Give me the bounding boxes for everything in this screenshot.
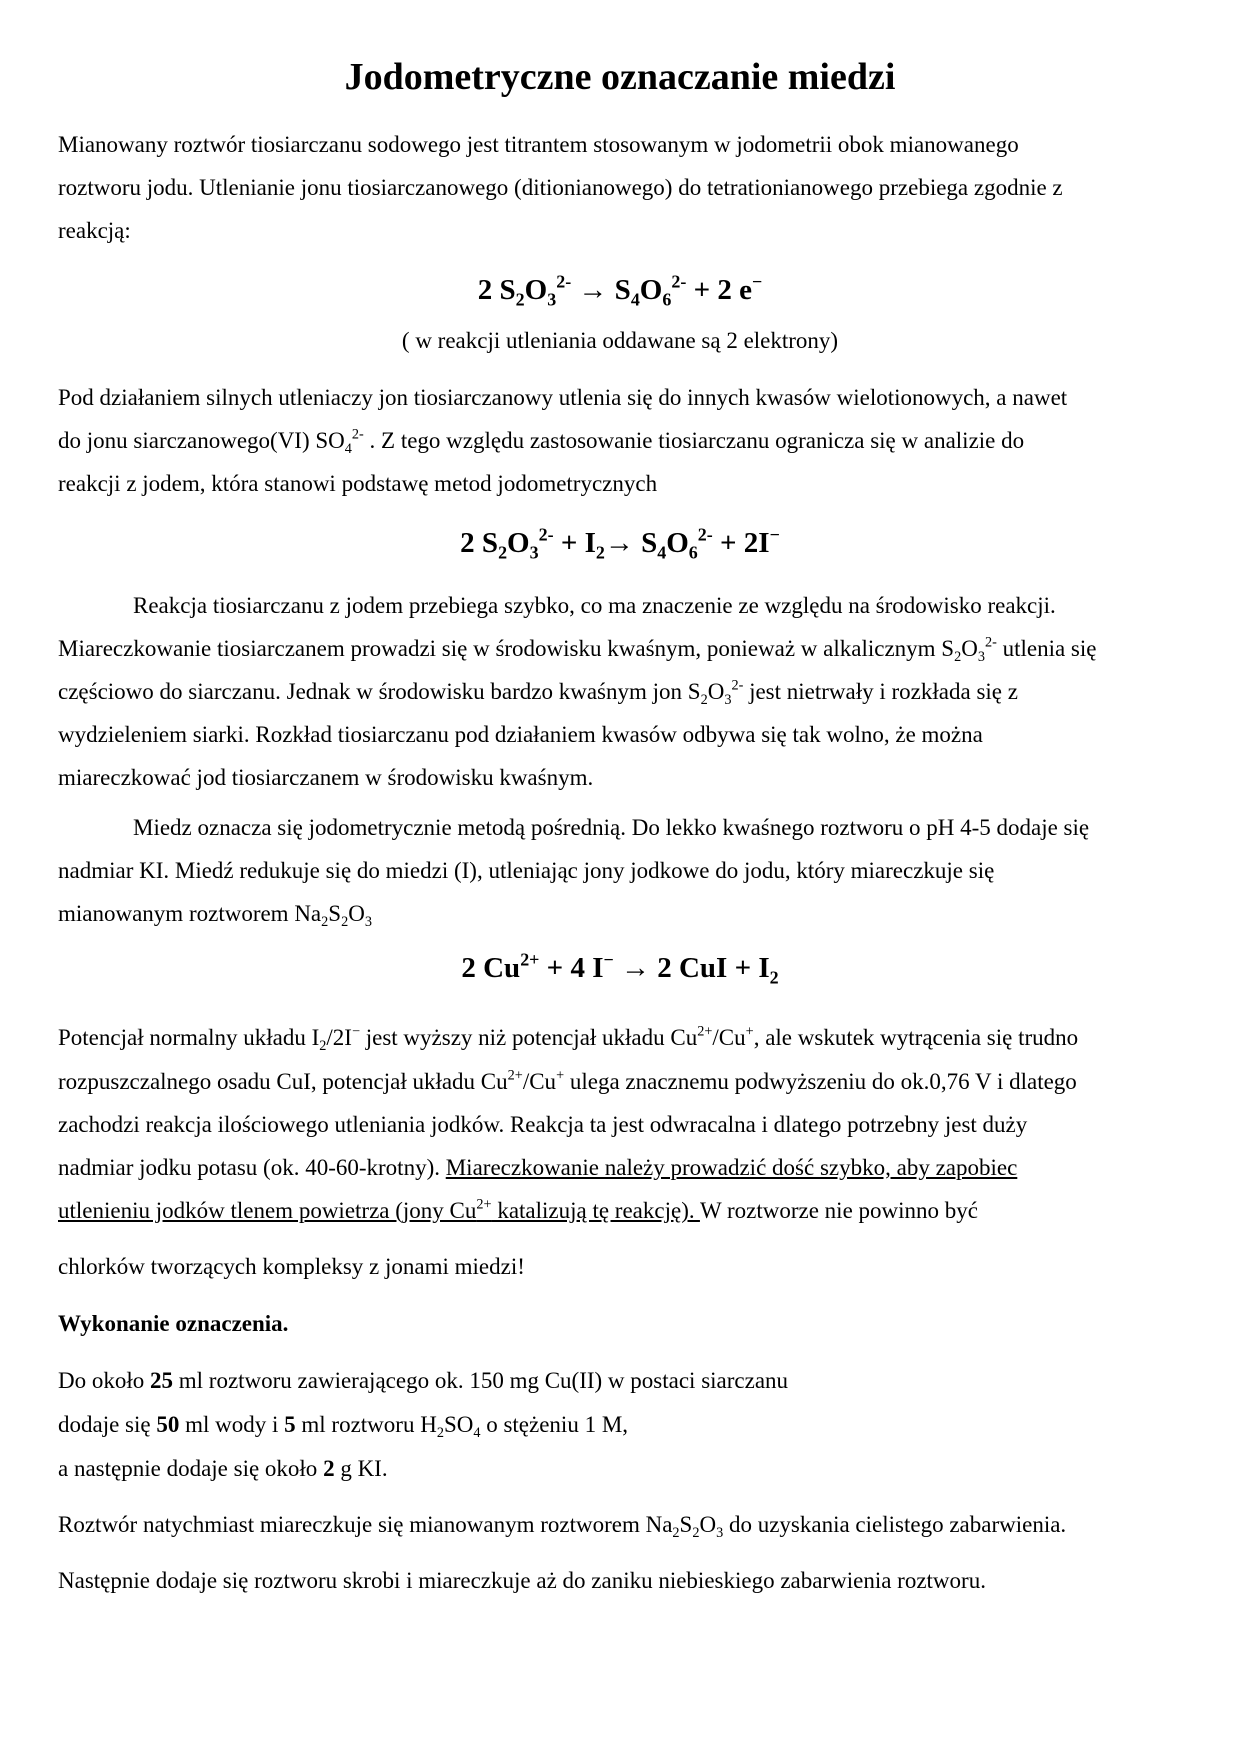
para4-line-1: Miedz oznacza się jodometrycznie metodą pośrednią. Do lekko kwaśnego roztworu o pH 4-5 dodaje się [133,815,1090,840]
para3-line-3: częściowo do siarczanu. Jednak w środowisku bardzo kwaśnym jon $S_2O_3^{2-}$ jest nietrwały i rozkłada się z [58,677,1018,708]
procedure-line-2: dodaje się 50 ml wody i 5 ml roztworu $H_2SO_4$ o stężeniu 1 M, [58,1412,629,1441]
para2-line-1: Pod działaniem silnych utleniaczy jon tiosiarczanowy utlenia się do innych kwasów wielotionowych, a nawet [58,385,1068,410]
para3-line-2: Miareczkowanie tiosiarczanem prowadzi się w środowisku kwaśnym, ponieważ w alkalicznym $S_2O_3^{2-}$ utlenia się [58,634,1097,665]
para5-line-2: rozpuszczalnego osadu CuI, potencjał układu $Cu^{2+}/Cu^+$ ulega znacznemu podwyższeniu do ok.0,76 V i dlatego [58,1067,1077,1094]
intro-line-3: reakcją: [58,218,131,243]
procedure-line-3: a następnie dodaje się około 2 g KI. [58,1456,388,1481]
para5-line-5: utlenieniu jodków tlenem powietrza (jony $Cu^{2+}$ katalizują tę reakcję). W roztworze nie powinno być [58,1196,978,1223]
equation-3: 2 $Cu^{2+} + 4$ I− → 2 CuI + $I_2$ [461,949,779,988]
para3-line-1: Reakcja tiosiarczanu z jodem przebiega szybko, co ma znaczenie ze względu na środowisko reakcji. [133,593,1056,618]
equation-2: 2 $S_2O_3^{2-} + I_2\to S_4O_6^{2-} + 2I^-$ [460,524,780,563]
para5-line-1: Potencjał normalny układu $I_2/2I^-$ jest wyższy niż potencjał układu $Cu^{2+}/Cu^+$, ale wskutek wytrącenia się trudno [58,1023,1079,1054]
section-heading: Wykonanie oznaczenia. [58,1311,289,1336]
procedure-line-5: Następnie dodaje się roztworu skrobi i miareczkuje aż do zaniku niebieskiego zabarwienia roztworu. [58,1568,986,1593]
intro-line-2: roztworu jodu. Utlenianie jonu tiosiarczanowego (ditionianowego) do tetrationianowego przebiega zgodnie z [58,175,1063,200]
para2-line-2: do jonu siarczanowego(VI) $SO_4^{2-}$ . Z tego względu zastosowanie tiosiarczanu ogranicza się w analizie do [58,426,1025,457]
para3-line-4: wydzieleniem siarki. Rozkład tiosiarczanu pod działaniem kwasów odbywa się tak wolno, że można [58,722,983,747]
document-title: Jodometryczne oznaczanie miedzi [344,56,896,98]
equation-1: 2 $S_2O_3^{2-} \to S_4O_6^{2-} + 2$ e− [477,271,763,310]
para5-line-3: zachodzi reakcja ilościowego utleniania jodków. Reakcja ta jest odwracalna i dlatego potrzebny jest duży [58,1112,1028,1137]
underlined-warning-part-1: Miareczkowanie należy prowadzić dość szybko, aby zapobiec [445,1155,1018,1180]
intro-line-1: Mianowany roztwór tiosiarczanu sodowego jest titrantem stosowanym w jodometrii obok mianowanego [58,132,1019,157]
underlined-warning-part-2: utlenieniu jodków tlenem powietrza (jony $Cu^{2+}$ katalizują tę reakcję). [58,1196,700,1223]
para4-line-2: nadmiar KI. Miedź redukuje się do miedzi (I), utleniając jony jodkowe do jodu, który miareczkuje się [58,858,995,883]
para3-line-5: miareczkować jod tiosiarczanem w środowisku kwaśnym. [58,765,594,790]
equation-1-note: ( w reakcji utleniania oddawane są 2 elektrony) [401,328,839,353]
para5-line-6: chlorków tworzących kompleksy z jonami miedzi! [58,1254,525,1279]
para2-line-3: reakcji z jodem, która stanowi podstawę metod jodometrycznych [58,471,658,496]
para5-line-4: nadmiar jodku potasu (ok. 40-60-krotny). Miareczkowanie należy prowadzić dość szybko, aby zapobiec [58,1155,1018,1180]
para4-line-3: mianowanym roztworem $Na_2S_2O_3$ [58,901,372,930]
procedure-line-1: Do około 25 ml roztworu zawierającego ok. 150 mg Cu(II) w postaci siarczanu [58,1368,789,1393]
procedure-line-4: Roztwór natychmiast miareczkuje się mianowanym roztworem $Na_2S_2O_3$ do uzyskania cielistego zabarwienia. [58,1512,1067,1541]
